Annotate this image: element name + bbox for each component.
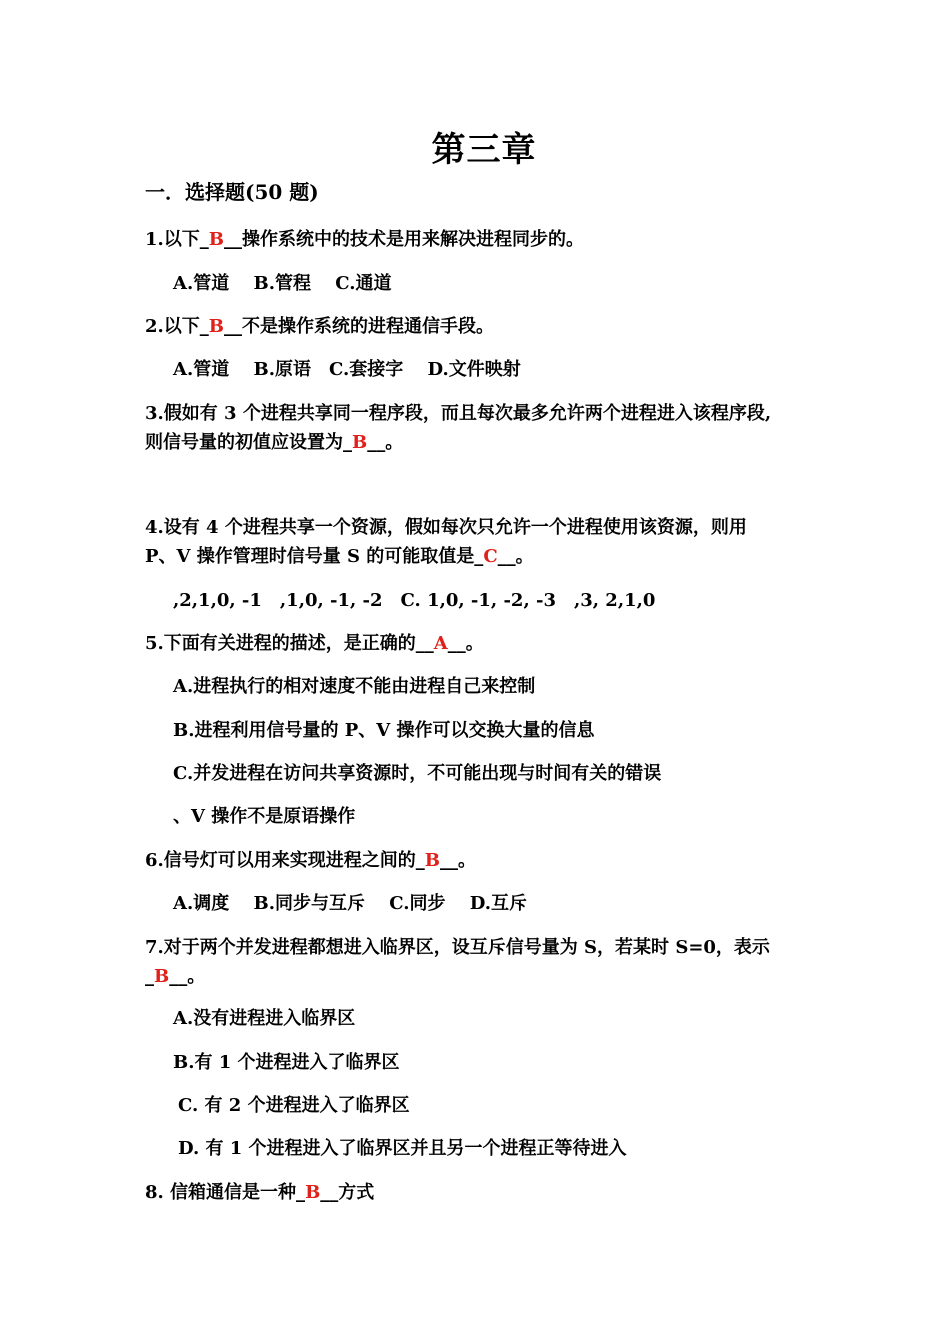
- question-8-answer: B: [305, 1182, 321, 1203]
- question-7-answer: B: [154, 966, 170, 987]
- question-2-suffix: __不是操作系统的进程通信手段。: [224, 316, 495, 337]
- question-2-prefix: 2.以下_: [145, 316, 209, 337]
- question-7-line-1: 7.对于两个并发进程都想进入临界区，设互斥信号量为 S，若某时 S=0，表示: [145, 937, 770, 958]
- question-4-options: ,2,1,0, -1 ,1,0, -1, -2 C. 1,0, -1, -2, -3 ,3, 2,1,0: [173, 590, 656, 611]
- question-5-answer: A: [433, 633, 448, 654]
- question-7-suffix: __。: [169, 966, 206, 987]
- question-8-prefix: 8. 信箱通信是一种_: [145, 1182, 306, 1203]
- question-5-suffix: __。: [447, 633, 484, 654]
- question-6-suffix: __。: [440, 850, 477, 871]
- question-3-answer: B: [352, 432, 368, 453]
- question-3-line-2: [145, 432, 403, 454]
- section-heading: 一．选择题(50 题): [145, 180, 319, 204]
- question-4-suffix: __。: [497, 546, 534, 567]
- question-7-prefix: _: [145, 966, 154, 987]
- question-4-prefix: P、V 操作管理时信号量 S 的可能取值是_: [145, 546, 484, 567]
- question-2-answer: B: [208, 316, 225, 337]
- question-8: [145, 1182, 374, 1204]
- question-8-suffix: __方式: [320, 1182, 375, 1203]
- question-7-option-c: C. 有 2 个进程进入了临界区: [178, 1095, 410, 1116]
- question-3-prefix: 则信号量的初值应设置为_: [145, 432, 352, 453]
- question-7-line-2: [145, 966, 205, 988]
- question-5-option-d: 、V 操作不是原语操作: [173, 806, 356, 827]
- question-5: [145, 633, 484, 655]
- question-4-line-1: 4.设有 4 个进程共享一个资源，假如每次只允许一个进程使用该资源，则用: [145, 517, 747, 538]
- question-3-suffix: __。: [367, 432, 404, 453]
- question-1-prefix: 1.以下_: [145, 229, 209, 250]
- question-5-option-c: C.并发进程在访问共享资源时，不可能出现与时间有关的错误: [173, 763, 662, 784]
- question-3-line-1: 3.假如有 3 个进程共享同一程序段，而且每次最多允许两个进程进入该程序段,: [145, 403, 772, 424]
- question-4-line-2: [145, 546, 534, 568]
- question-4-answer: C: [483, 546, 498, 567]
- question-7-option-b: B.有 1 个进程进入了临界区: [173, 1052, 400, 1073]
- question-2-options: A.管道 B.原语 C.套接字 D.文件映射: [173, 359, 521, 380]
- question-7-option-a: A.没有进程进入临界区: [173, 1008, 356, 1029]
- question-6-answer: B: [424, 850, 441, 871]
- question-5-option-a: A.进程执行的相对速度不能由进程自己来控制: [173, 676, 536, 697]
- question-1-suffix: __操作系统中的技术是用来解决进程同步的。: [224, 229, 585, 250]
- question-5-option-b: B.进程利用信号量的 P、V 操作可以交换大量的信息: [173, 720, 595, 741]
- chapter-title: 第三章: [431, 130, 537, 170]
- question-1: [145, 229, 584, 251]
- question-6-options: A.调度 B.同步与互斥 C.同步 D.互斥: [173, 893, 528, 914]
- question-7-option-d: D. 有 1 个进程进入了临界区并且另一个进程正等待进入: [178, 1138, 627, 1159]
- question-5-prefix: 5.下面有关进程的描述，是正确的__: [145, 633, 434, 654]
- question-1-answer: B: [208, 229, 225, 250]
- question-6-prefix: 6.信号灯可以用来实现进程之间的_: [145, 850, 425, 871]
- question-6: [145, 850, 476, 872]
- question-2: [145, 316, 494, 338]
- question-1-options: A.管道 B.管程 C.通道: [173, 273, 392, 294]
